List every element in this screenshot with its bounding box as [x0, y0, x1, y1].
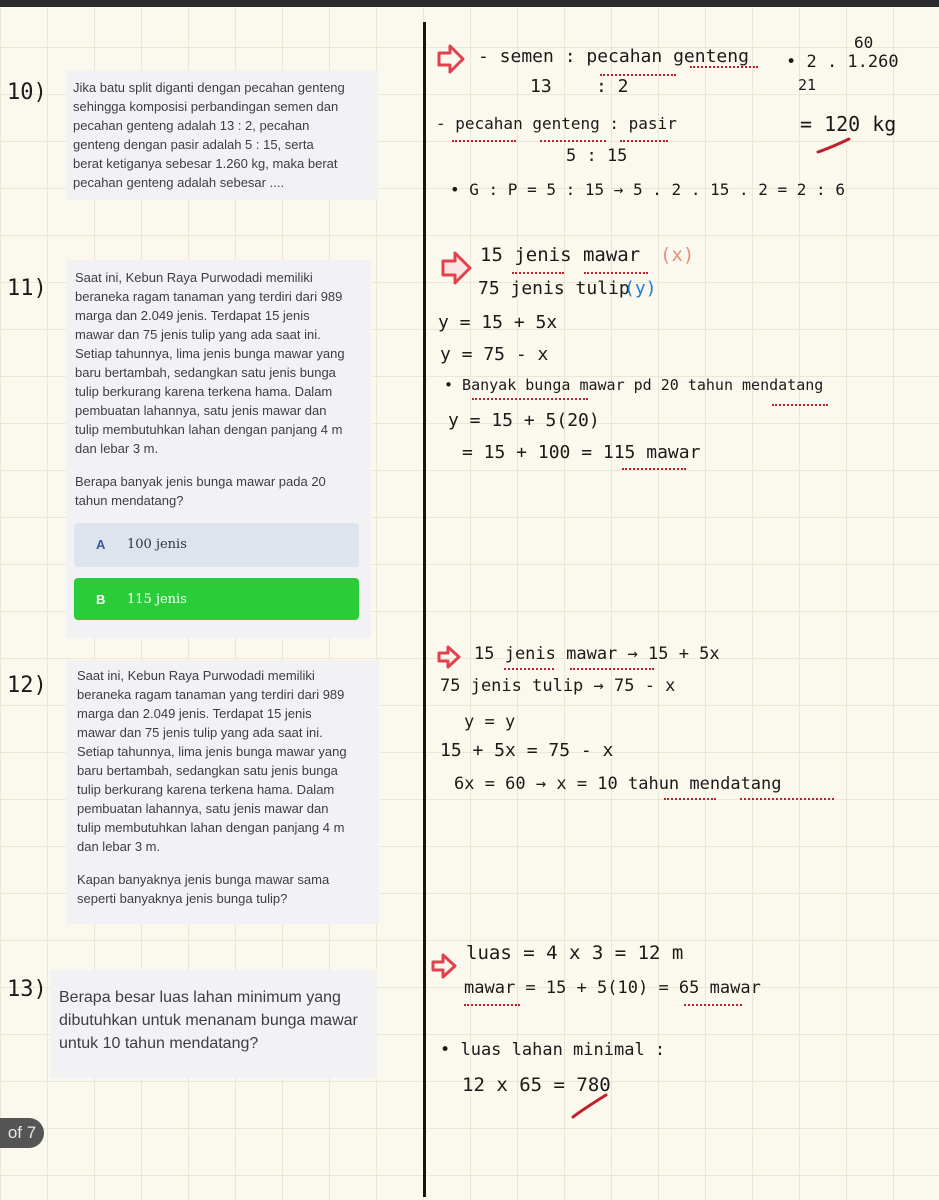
- question-card-10: [66, 70, 378, 200]
- question-text-line: tulip berkurang karena terkena hama. Dalam: [77, 782, 335, 797]
- question-text-line: Setiap tahunnya, lima jenis bunga mawar yang: [75, 346, 345, 361]
- question-card-12: [66, 660, 379, 924]
- question-number-11: 11): [7, 276, 47, 301]
- dotted-underline: [600, 74, 676, 76]
- note-line: • 2 . 1.260: [786, 52, 899, 72]
- note-line: 13: [530, 76, 552, 97]
- question-text-line: genteng dengan pasir adalah 5 : 15, serta: [73, 137, 314, 152]
- arrow-icon: [430, 952, 458, 980]
- note-line: y = 15 + 5x: [438, 312, 558, 333]
- question-text-line: Jika batu split diganti dengan pecahan genteng: [73, 80, 345, 95]
- note-line: y = 15 + 5(20): [448, 410, 600, 431]
- question-text-line: untuk 10 tahun mendatang?: [59, 1035, 259, 1052]
- question-text-line: Setiap tahunnya, lima jenis bunga mawar yang: [77, 744, 347, 759]
- question-card-13: [50, 970, 377, 1078]
- note-line: • Banyak bunga mawar pd 20 tahun mendatang: [444, 376, 824, 394]
- question-number-12: 12): [7, 673, 47, 698]
- question-text-line: pecahan genteng adalah sebesar ....: [73, 175, 285, 190]
- question-text-line: mawar dan 75 jenis tulip yang ada saat ini.: [75, 327, 321, 342]
- question-prompt-line: seperti banyaknya jenis bunga tulip?: [77, 891, 288, 906]
- note-small: 60: [854, 33, 874, 52]
- question-text-line: baru bertambah, sedangkan satu jenis bunga: [77, 763, 338, 778]
- question-text-line: pecahan genteng adalah 13 : 2, pecahan: [73, 118, 310, 133]
- option-value: 100 jenis: [127, 537, 187, 552]
- note-result: = 120 kg: [800, 112, 897, 136]
- dotted-underline: [464, 1004, 520, 1006]
- top-bar: [0, 0, 939, 7]
- option-letter: B: [96, 592, 106, 607]
- page-indicator: of 7: [0, 1118, 44, 1148]
- question-text-line: dibutuhkan untuk menanam bunga mawar: [59, 1012, 358, 1029]
- question-text-line: dan lebar 3 m.: [75, 441, 159, 456]
- question-text-line: marga dan 2.049 jenis. Terdapat 15 jenis: [75, 308, 310, 323]
- note-line: mawar = 15 + 5(10) = 65 mawar: [464, 978, 761, 998]
- question-text-line: pembuatan lahannya, satu jenis mawar dan: [77, 801, 329, 816]
- answer-option-b[interactable]: [74, 578, 359, 620]
- note-line: - semen : pecahan genteng: [478, 46, 749, 67]
- note-line: 6x = 60 → x = 10 tahun mendatang: [454, 774, 782, 794]
- question-text-line: Saat ini, Kebun Raya Purwodadi memiliki: [77, 668, 315, 683]
- option-letter: A: [96, 537, 106, 552]
- note-line: 5 : 15: [566, 146, 628, 166]
- answer-option-a[interactable]: [74, 523, 359, 567]
- note-line: 15 + 5x = 75 - x: [440, 740, 614, 761]
- arrow-icon: [436, 644, 462, 670]
- question-prompt-line: Berapa banyak jenis bunga mawar pada 20: [75, 474, 326, 489]
- note-line: : 2: [596, 76, 629, 97]
- dotted-underline: [452, 140, 516, 142]
- note-line: y = 75 - x: [440, 344, 549, 365]
- note-small: 21: [798, 76, 817, 94]
- question-text-line: baru bertambah, sedangkan satu jenis bunga: [75, 365, 336, 380]
- question-text-line: tulip membutuhkan lahan dengan panjang 4 m: [77, 820, 345, 835]
- question-number-10: 10): [7, 80, 47, 105]
- dotted-underline: [540, 140, 606, 142]
- question-text-line: mawar dan 75 jenis tulip yang ada saat ini.: [77, 725, 323, 740]
- question-text-line: dan lebar 3 m.: [77, 839, 161, 854]
- dotted-underline: [570, 668, 654, 670]
- dotted-underline: [504, 668, 554, 670]
- question-text-line: pembuatan lahannya, satu jenis mawar dan: [75, 403, 327, 418]
- question-text-line: berat ketiganya sebesar 1.260 kg, maka berat: [73, 156, 338, 171]
- note-line: • G : P = 5 : 15 → 5 . 2 . 15 . 2 = 2 : 6: [450, 180, 845, 199]
- dotted-underline: [684, 1004, 742, 1006]
- note-line: • luas lahan minimal :: [440, 1040, 666, 1060]
- checkmark-icon: [570, 1092, 610, 1120]
- question-text-line: Berapa besar luas lahan minimum yang: [59, 989, 341, 1006]
- note-line: 75 jenis tulip → 75 - x: [440, 676, 676, 696]
- dotted-underline: [622, 468, 686, 470]
- note-variable: (y): [624, 278, 657, 299]
- question-text-line: tulip membutuhkan lahan dengan panjang 4 m: [75, 422, 343, 437]
- question-text-line: Saat ini, Kebun Raya Purwodadi memiliki: [75, 270, 313, 285]
- arrow-icon: [436, 42, 466, 76]
- dotted-underline: [772, 404, 828, 406]
- note-line: 15 jenis mawar: [480, 244, 641, 266]
- dotted-underline: [472, 398, 588, 400]
- note-line: - pecahan genteng : pasir: [436, 114, 677, 133]
- option-value: 115 jenis: [127, 592, 187, 607]
- dotted-underline: [690, 66, 758, 68]
- dotted-underline: [740, 798, 834, 800]
- question-number-13: 13): [7, 977, 47, 1002]
- note-line: y = y: [464, 712, 516, 732]
- note-variable: (x): [660, 244, 695, 266]
- dotted-underline: [620, 140, 668, 142]
- question-text-line: beraneka ragam tanaman yang terdiri dari 989: [75, 289, 343, 304]
- question-text-line: sehingga komposisi perbandingan semen dan: [73, 99, 339, 114]
- question-text-line: beraneka ragam tanaman yang terdiri dari 989: [77, 687, 345, 702]
- note-line: 15 jenis mawar → 15 + 5x: [474, 644, 720, 664]
- question-prompt-line: tahun mendatang?: [75, 493, 184, 508]
- page-divider: [423, 22, 426, 1197]
- note-line: luas = 4 x 3 = 12 m: [466, 942, 684, 964]
- question-text-line: marga dan 2.049 jenis. Terdapat 15 jenis: [77, 706, 312, 721]
- question-prompt-line: Kapan banyaknya jenis bunga mawar sama: [77, 872, 330, 887]
- note-line: = 15 + 100 = 115 mawar: [462, 442, 701, 463]
- note-line: 75 jenis tulip: [478, 278, 630, 299]
- question-text-line: tulip berkurang karena terkena hama. Dalam: [75, 384, 333, 399]
- checkmark-icon: [816, 136, 852, 156]
- arrow-icon: [440, 249, 474, 287]
- dotted-underline: [664, 798, 716, 800]
- dotted-underline: [584, 272, 648, 274]
- dotted-underline: [512, 272, 564, 274]
- note-line: 12 x 65 = 780: [462, 1074, 611, 1096]
